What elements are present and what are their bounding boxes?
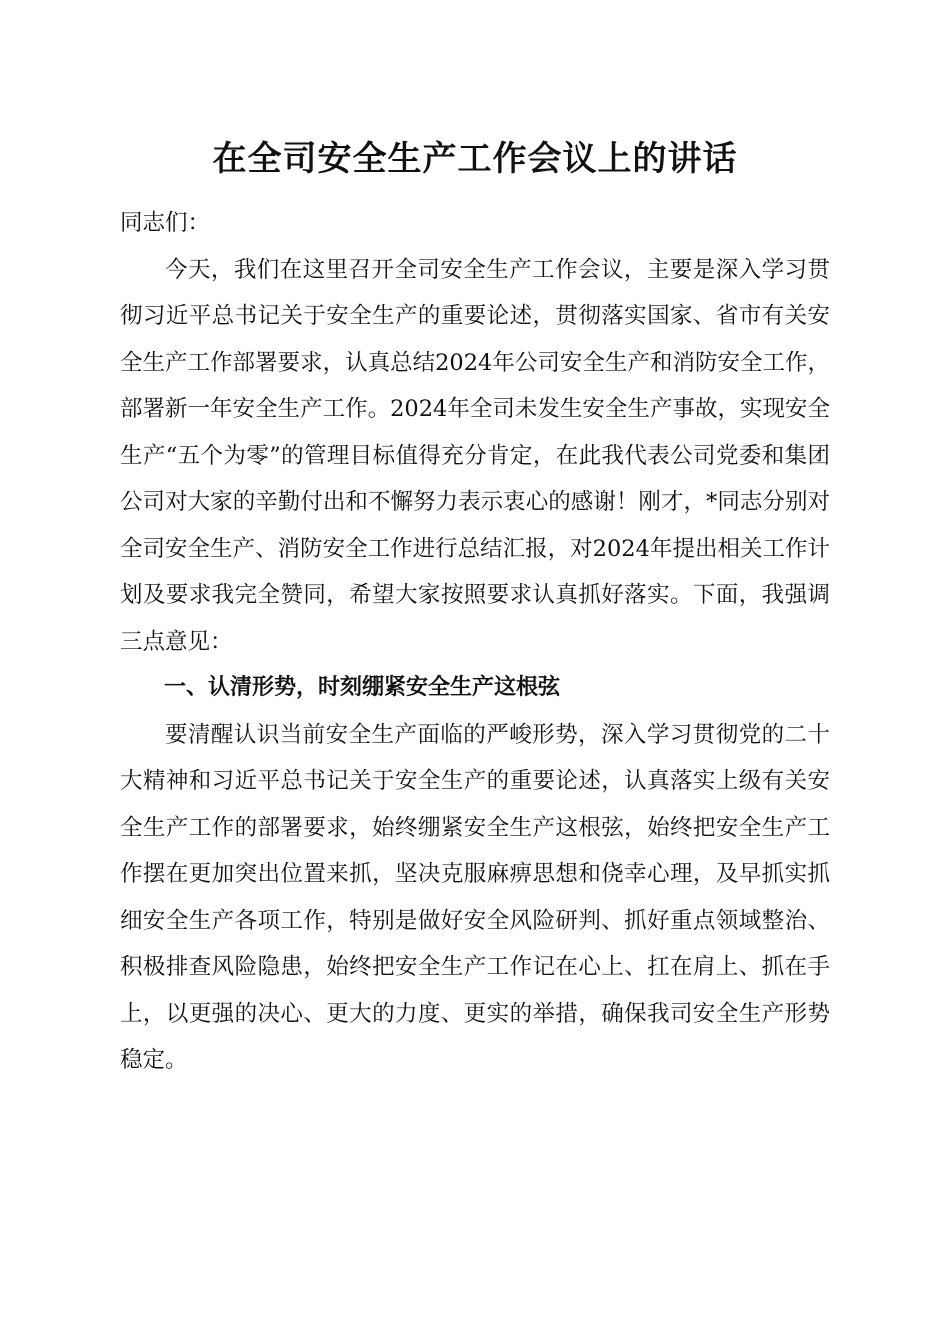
document-title: 在全司安全生产工作会议上的讲话 [212,139,738,179]
opening-paragraph: 今天，我们在这里召开全司安全生产工作会议，主要是深入学习贯彻习近平总书记关于安全生产的重要论述，贯彻落实国家、省市有关安全生产工作部署要求，认真总结2024年公司安全生产和消防安全工作，部署新一年安全生产工作。2024年全司未发生安全生产事故，实现安全生产“五个为零”的管理目标值得充分肯定，在此我代表公司党委和集团公司对大家的辛勤付出和不懈努力表示衷心的感谢！刚才，*同志分别对全司安全生产、消防安全工作进行总结汇报，对2024年提出相关工作计划及要求我完全赞同，希望大家按照要求认真抓好落实。下面，我强调三点意见： [120,256,830,655]
section-1-paragraph: 要清醒认识当前安全生产面临的严峻形势，深入学习贯彻党的二十大精神和习近平总书记关于安全生产的重要论述，认真落实上级有关安全生产工作的部署要求，始终绷紧安全生产这根弦，始终把安全生产工作摆在更加突出位置来抓，坚决克服麻痹思想和侥幸心理，及早抓实抓细安全生产各项工作，特别是做好安全风险研判、抓好重点领域整治、积极排查风险隐患，始终把安全生产工作记在心上、扛在肩上、抓在手上，以更强的决心、更大的力度、更实的举措，确保我司安全生产形势稳定。 [120,721,830,1073]
document-body [120,200,830,1084]
salutation: 同志们： [120,210,211,236]
section-heading-1: 一、认清形势，时刻绷紧安全生产这根弦 [164,675,561,700]
